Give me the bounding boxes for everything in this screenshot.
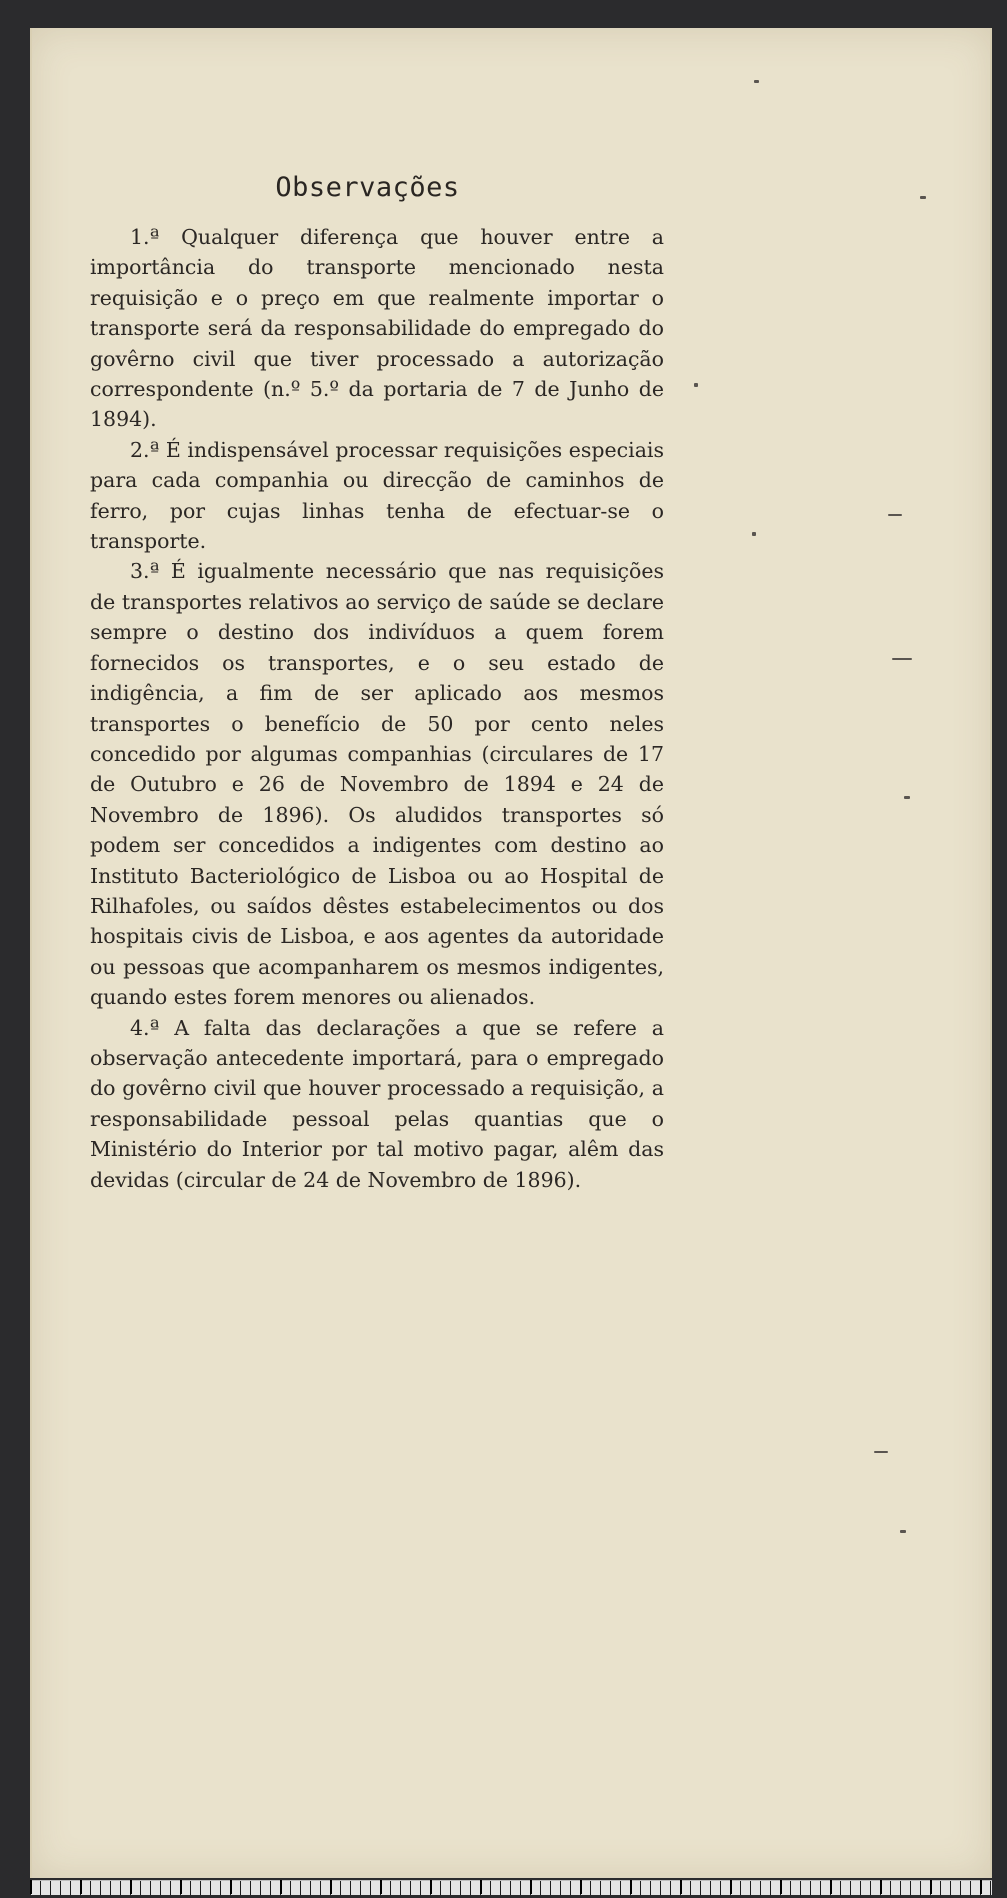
paper-speck [888,514,902,516]
observation-paragraph-4: 4.ª A falta das declarações a que se refere a observação antecedente importará, para o empregado do govêrno civil que houver processado a requisição, a responsabilidade pessoal pelas quantias que o Ministério do Interior por tal motivo pagar, alêm das devidas (circular de 24 de Novembro de 1896). [90,1015,664,1192]
paper-speck [920,196,926,199]
observation-paragraph-1: 1.ª Qualquer diferença que houver entre a importância do transporte mencionado nesta requisição e o preço em que realmente importar o transporte será da responsabilidade do empregado do govêrno civil que tiver processado a autorização correspondente (n.º 5.º da portaria de 7 de Junho de 1894). [90,225,664,432]
paper-speck [904,796,910,799]
paper-speck [874,1451,888,1453]
paper-speck [754,80,759,83]
scale-ruler-major-ticks [30,1880,992,1894]
observations-text [90,222,664,1195]
paper-speck [694,383,698,387]
paper-speck [892,658,912,660]
page-title: Observações [275,172,460,203]
observation-paragraph-2: 2.ª É indispensável processar requisições especiais para cada companhia ou direcção de caminhos de ferro, por cujas linhas tenha de efectuar-se o transporte. [90,437,664,554]
paper-speck [752,532,756,536]
observation-paragraph-3: 3.ª É igualmente necessário que nas requisições de transportes relativos ao serviço de saúde se declare sempre o destino dos indivíduos a quem forem fornecidos os transportes, e o seu estado de indigência, a fim de ser aplicado aos mesmos transportes o benefício de 50 por cento neles concedido por algumas companhias (circulares de 17 de Outubro e 26 de Novembro de 1894 e 24 de Novembro de 1896). Os aludidos transportes só podem ser concedidos a indigentes com destino ao Instituto Bacteriológico de Lisboa ou ao Hospital de Rilhafoles, ou saídos dêstes estabelecimentos ou dos hospitais civis de Lisboa, e aos agentes da autoridade ou pessoas que acompanharem os mesmos indigentes, quando estes forem menores ou alienados. [90,559,664,1010]
paper-speck [900,1530,906,1533]
